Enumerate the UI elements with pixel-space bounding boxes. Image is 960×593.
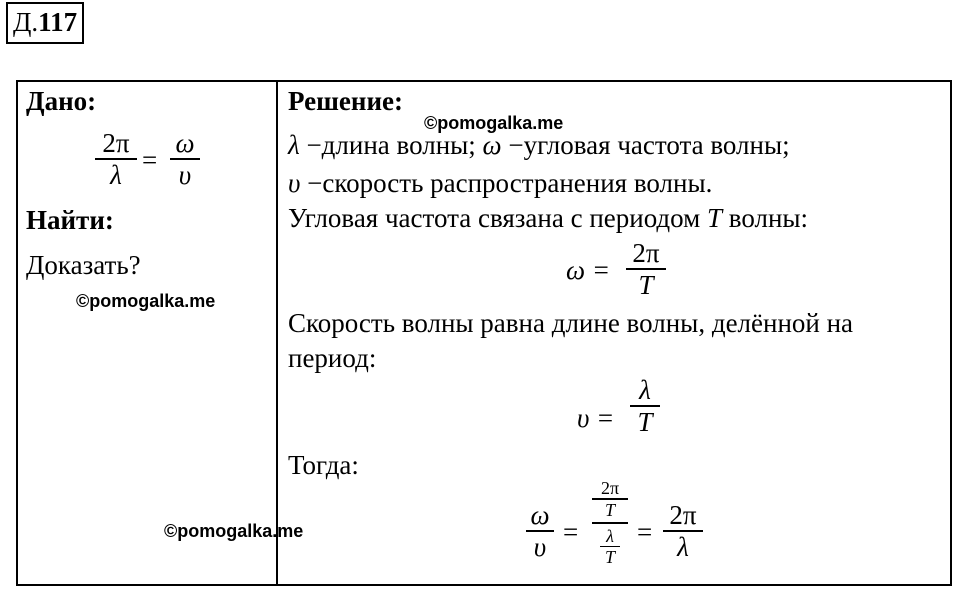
find-heading: Найти: xyxy=(26,205,114,235)
formula-3-inner-numerator xyxy=(592,478,628,520)
formula-3-compound-fraction xyxy=(592,478,628,567)
solution-line-6: Тогда: xyxy=(288,450,359,480)
watermark-top: ©pomogalka.me xyxy=(424,113,564,133)
problem-prefix: Д. xyxy=(13,7,39,37)
watermark-left: ©pomogalka.me xyxy=(76,291,216,311)
formula-3-num-1: ω xyxy=(530,500,550,530)
line-3-part-2: волны: xyxy=(722,203,809,233)
given-equals: = xyxy=(142,145,158,175)
formula-3-equals-1: = xyxy=(563,517,579,547)
inner-num-den: T xyxy=(604,499,615,520)
watermark-bottom: ©pomogalka.me xyxy=(164,521,304,541)
formula-3-num-3: 2π xyxy=(669,500,697,530)
given-num-left: 2π xyxy=(102,128,130,158)
inner-den-den: T xyxy=(604,547,615,567)
table-divider xyxy=(276,80,278,586)
given-heading: Дано: xyxy=(26,86,97,116)
formula-3-den-1: υ xyxy=(533,532,547,562)
solution-line-4: Скорость волны равна длине волны, делённой на xyxy=(288,308,854,338)
formula-1-lhs: ω = xyxy=(566,255,611,285)
formula-3-fraction-left xyxy=(526,500,554,562)
solution-line-2 xyxy=(288,168,712,199)
problem-number: 117 xyxy=(38,7,78,37)
formula-1-fraction xyxy=(626,238,666,300)
formula-3-inner-denominator xyxy=(592,526,628,568)
given-fraction-left xyxy=(95,128,137,190)
line-3-part-1: Угловая частота связана с периодом xyxy=(288,203,707,233)
given-fraction-right xyxy=(170,128,200,190)
formula-3-fraction-right xyxy=(663,500,703,562)
formula-1-den: T xyxy=(638,270,654,300)
solution-line-1 xyxy=(288,130,790,161)
main-fraction-bar xyxy=(592,522,628,524)
solution-heading: Решение: xyxy=(288,86,403,116)
inner-num-num: 2π xyxy=(600,478,620,498)
formula-1-num: 2π xyxy=(632,238,660,268)
problem-label xyxy=(6,2,84,44)
inner-den-num: λ xyxy=(606,525,614,546)
formula-2-den: T xyxy=(637,407,653,437)
solution-line-3 xyxy=(288,203,808,234)
line-1-part-1: −длина волны; xyxy=(299,130,483,160)
solution-line-5: период: xyxy=(288,343,377,373)
lambda-symbol: λ xyxy=(288,130,300,160)
given-num-right: ω xyxy=(175,128,195,158)
formula-2-lhs: υ = xyxy=(577,403,615,433)
formula-2-num: λ xyxy=(639,375,651,405)
line-1-part-2: −угловая частота волны; xyxy=(501,130,790,160)
formula-2-fraction xyxy=(630,375,660,437)
given-den-left: λ xyxy=(110,160,122,190)
line-2-part: −скорость распространения волны. xyxy=(300,168,713,198)
omega-symbol: ω xyxy=(482,130,502,160)
period-symbol: T xyxy=(707,203,723,233)
formula-3-equals-2: = xyxy=(637,517,653,547)
given-den-right: υ xyxy=(178,160,192,190)
find-text: Доказать? xyxy=(26,250,141,280)
upsilon-symbol: υ xyxy=(288,168,301,198)
formula-3-den-3: λ xyxy=(677,532,689,562)
